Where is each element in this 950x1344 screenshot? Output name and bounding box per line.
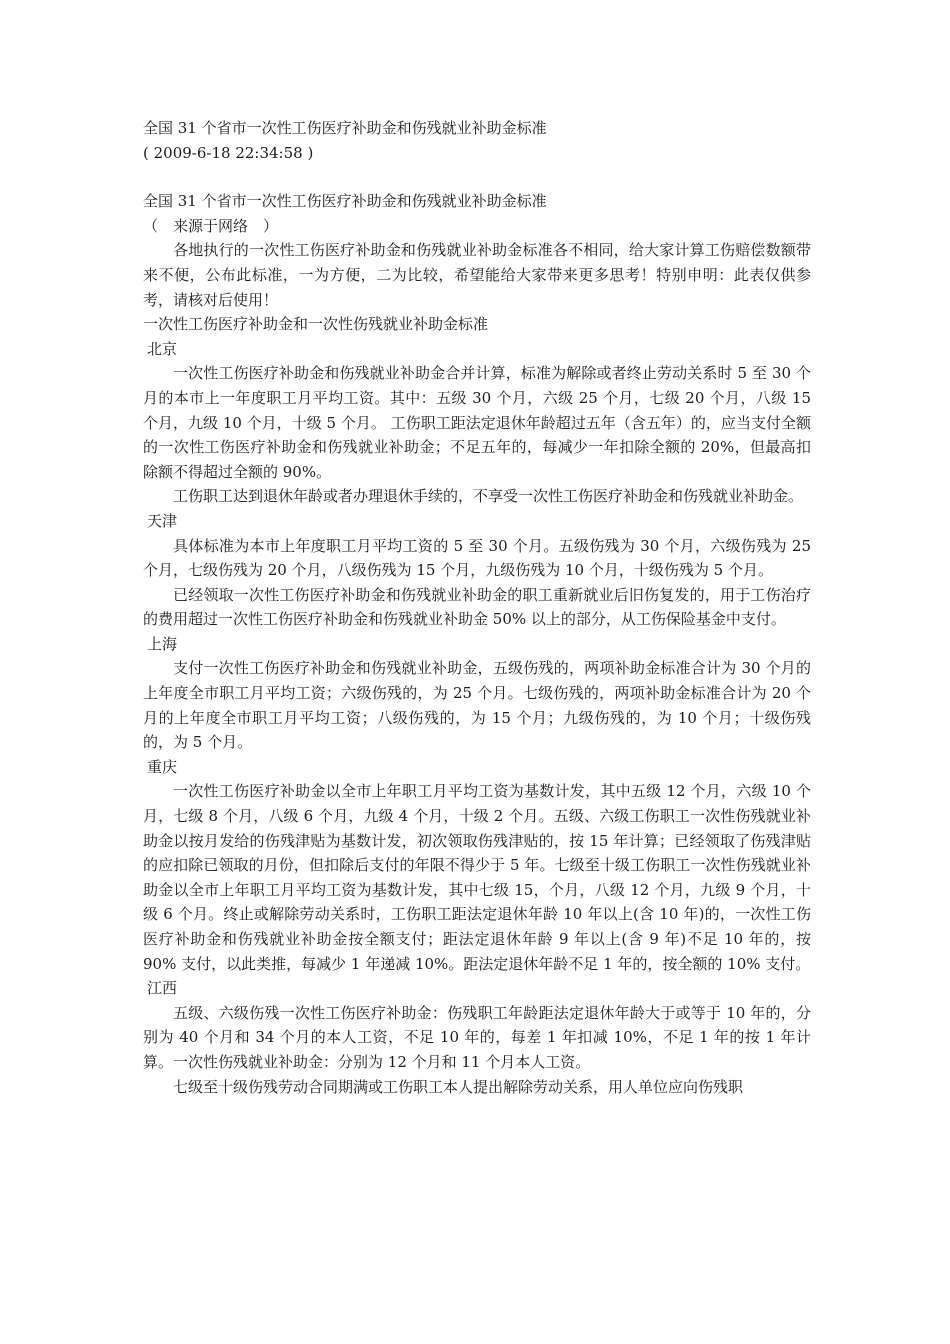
region-paragraph: 五级、六级伤残一次性工伤医疗补助金：伤残职工年龄距法定退休年龄大于或等于 10 年的，分别为 40 个月和 34 个月的本人工资，不足 10 年的，每差 1 年扣减 10%，不足 1 年的按 1 年计算。一次性伤残就业补助金：分别为 12 个月和 11 个月本人工资。 <box>143 1003 811 1071</box>
region-paragraph: 已经领取一次性工伤医疗补助金和伤残就业补助金的职工重新就业后旧伤复发的，用于工伤治疗的费用超过一次性工伤医疗补助金和伤残就业补助金 50% 以上的部分，从工伤保险基金中支付。 <box>143 585 811 629</box>
region-heading-tianjin: 天津 <box>147 511 178 530</box>
spacer <box>143 165 811 189</box>
region-heading-chongqing: 重庆 <box>147 757 178 776</box>
article-source: （ 来源于网络 ） <box>143 216 279 235</box>
region-heading-jiangxi: 江西 <box>147 979 178 998</box>
intro-paragraph: 各地执行的一次性工伤医疗补助金和伤残就业补助金标准各不相同，给大家计算工伤赔偿数额带来不便，公布此标准，一为方便，二为比较，希望能给大家带来更多思考！特别申明：此表仅供参考，请核对后使用！ <box>143 241 811 309</box>
document-body <box>143 116 811 1099</box>
region-paragraph: 支付一次性工伤医疗补助金和伤残就业补助金，五级伤残的，两项补助金标准合计为 30 个月的上年度全市职工月平均工资；六级伤残的，为 25 个月。七级伤残的，两项补助金标准合计为 20 个月的上年度全市职工月平均工资；八级伤残的，为 15 个月；九级伤残的，为 10 个月；十级伤残的，为 5 个月。 <box>143 659 811 752</box>
region-paragraph: 工伤职工达到退休年龄或者办理退休手续的，不享受一次性工伤医疗补助金和伤残就业补助金。 <box>173 487 804 506</box>
header-date: ( 2009-6-18 22:34:58 ) <box>143 143 314 162</box>
region-heading-shanghai: 上海 <box>147 634 178 653</box>
region-paragraph: 具体标准为本市上年度职工月平均工资的 5 至 30 个月。五级伤残为 30 个月，六级伤残为 25 个月，七级伤残为 20 个月，八级伤残为 15 个月，九级伤残为 10 个月，十级伤残为 5 个月。 <box>143 536 811 580</box>
region-paragraph: 一次性工伤医疗补助金和伤残就业补助金合并计算，标准为解除或者终止劳动关系时 5 至 30 个月的本市上一年度职工月平均工资。其中：五级 30 个月，六级 25 个月，七级 20 个月，八级 15 个月，九级 10 个月，十级 5 个月。 工伤职工距法定退休年龄超过五年（含五年）的，应当支付全额的一次性工伤医疗补助金和伤残就业补助金；不足五年的，每减少一年扣除全额的 20%，但最高扣除额不得超过全额的 90%。 <box>143 364 811 481</box>
section-title: 一次性工伤医疗补助金和一次性伤残就业补助金标准 <box>143 315 489 334</box>
article-title: 全国 31 个省市一次性工伤医疗补助金和伤残就业补助金标准 <box>143 192 547 211</box>
header-title: 全国 31 个省市一次性工伤医疗补助金和伤残就业补助金标准 <box>143 119 547 137</box>
region-heading-beijing: 北京 <box>147 339 178 358</box>
region-paragraph: 一次性工伤医疗补助金以全市上年职工月平均工资为基数计发，其中五级 12 个月，六级 10 个月，七级 8 个月，八级 6 个月，九级 4 个月，十级 2 个月。五级、六级工伤职工一次性伤残就业补助金以按月发给的伤残津贴为基数计发，初次领取伤残津贴的，按 15 年计算；已经领取了伤残津贴的应扣除已领取的月份，但扣除后支付的年限不得少于 5 年。七级至十级工伤职工一次性伤残就业补助金以全市上年职工月平均工资为基数计发，其中七级 15，个月，八级 12 个月，九级 9 个月，十级 6 个月。终止或解除劳动关系时，工伤职工距法定退休年龄 10 年以上(含 10 年)的，一次性工伤医疗补助金和伤残就业补助金按全额支付；距法定退休年龄 9 年以上(含 9 年)不足 10 年的，按 90% 支付，以此类推，每减少 1 年递减 10%。距法定退休年龄不足 1 年的，按全额的 10% 支付。 <box>143 782 811 973</box>
region-paragraph: 七级至十级伤残劳动合同期满或工伤职工本人提出解除劳动关系，用人单位应向伤残职 <box>173 1077 744 1096</box>
